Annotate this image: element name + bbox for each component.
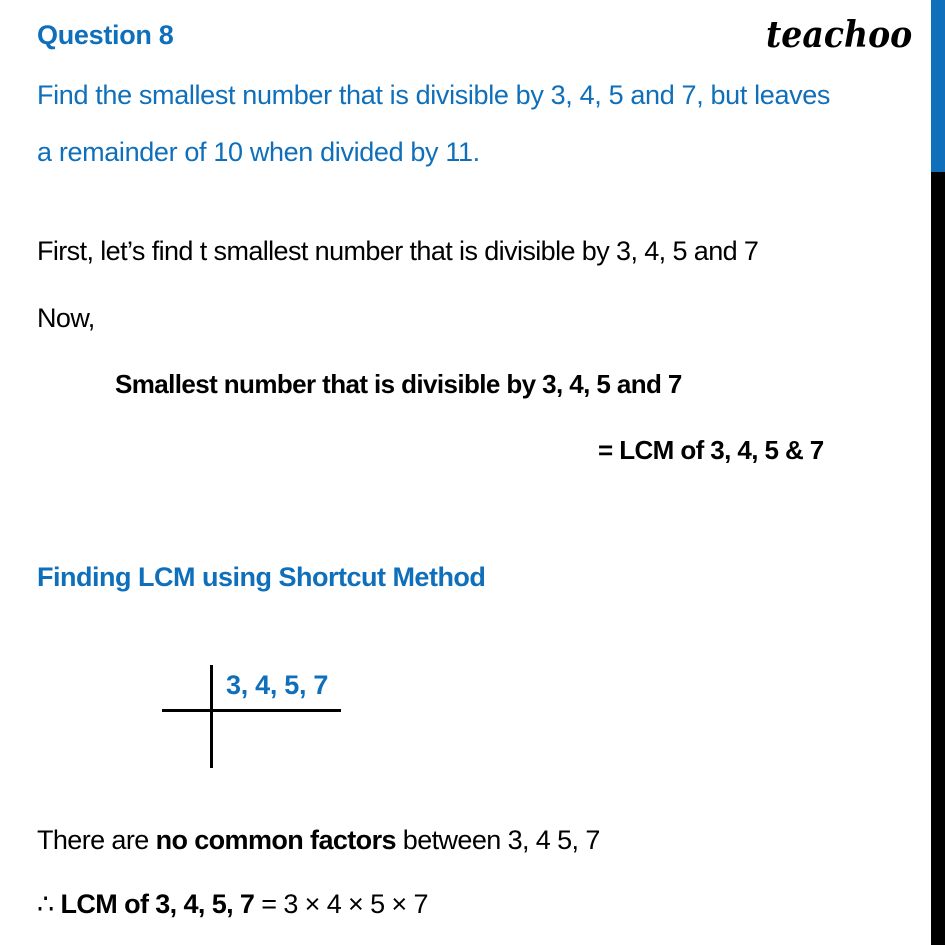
solution-equals-lcm: = LCM of 3, 4, 5 & 7	[598, 435, 824, 465]
no-common-bold: no common factors	[155, 825, 396, 855]
therefore-bold: LCM of 3, 4, 5, 7	[60, 889, 255, 919]
no-common-prefix: There are	[37, 825, 156, 855]
method-heading: Finding LCM using Shortcut Method	[37, 562, 486, 592]
no-common-suffix: between 3, 4 5, 7	[395, 825, 600, 855]
no-common-factors-line	[37, 825, 600, 856]
teachoo-logo: teachoo	[766, 14, 913, 56]
solution-statement: Smallest number that is divisible by 3, 4, 5 and 7	[115, 369, 682, 399]
question-text-line-2: a remainder of 10 when divided by 11.	[37, 137, 480, 167]
therefore-line	[37, 889, 428, 920]
division-ladder-numbers: 3, 4, 5, 7	[226, 670, 329, 700]
therefore-icon: ∴	[37, 889, 54, 919]
question-text-line-1: Find the smallest number that is divisible by 3, 4, 5 and 7, but leaves	[37, 80, 831, 110]
solution-intro: First, let’s find t smallest number that is divisible by 3, 4, 5 and 7	[37, 236, 759, 266]
side-bar-accent	[931, 0, 945, 172]
question-title: Question 8	[37, 20, 174, 50]
side-bar-dark	[931, 172, 945, 945]
division-ladder-vertical-line	[210, 665, 213, 768]
therefore-rest: = 3 × 4 × 5 × 7	[254, 889, 428, 919]
division-ladder-horizontal-line	[162, 709, 341, 712]
solution-now: Now,	[37, 303, 95, 333]
